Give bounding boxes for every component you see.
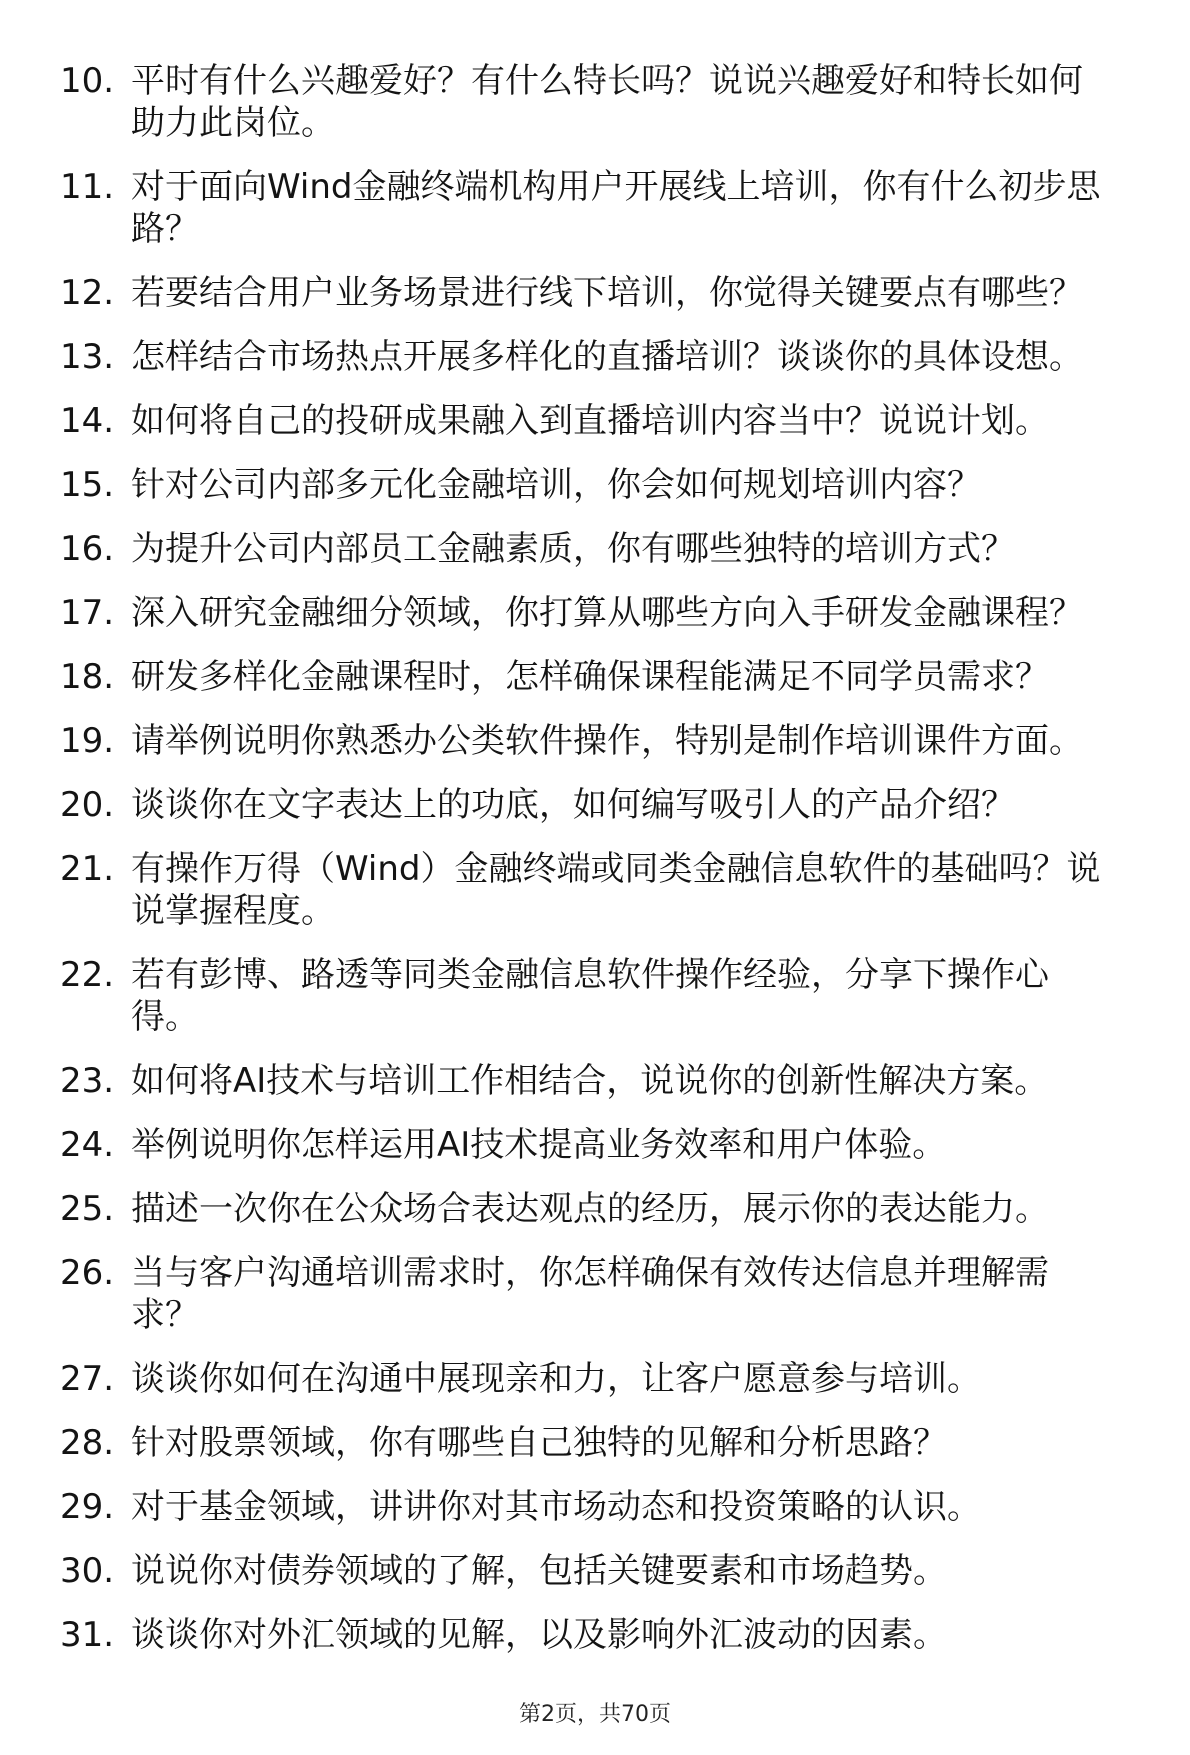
question-text-line: 助力此岗位。 <box>131 103 335 143</box>
question-text <box>131 848 1180 932</box>
question-text <box>131 336 1180 378</box>
question-number: 20. <box>60 785 115 825</box>
question-item <box>0 1188 1180 1230</box>
question-text <box>131 1550 1180 1592</box>
question-number: 14. <box>60 401 115 441</box>
question-text-line: 平时有什么兴趣爱好？有什么特长吗？说说兴趣爱好和特长如何 <box>131 61 1083 101</box>
question-text <box>131 1486 1180 1528</box>
question-item <box>0 464 1180 506</box>
question-number: 30. <box>60 1551 115 1591</box>
question-item <box>0 1124 1180 1166</box>
question-item <box>0 1060 1180 1102</box>
question-number: 24. <box>60 1125 115 1165</box>
question-item <box>0 656 1180 698</box>
question-item <box>0 400 1180 442</box>
question-text <box>131 1188 1180 1230</box>
question-item <box>0 1252 1180 1336</box>
question-item <box>0 592 1180 634</box>
question-text-line: 得。 <box>131 997 199 1037</box>
question-item <box>0 720 1180 762</box>
question-text <box>131 464 1180 506</box>
question-text-line: 对于基金领域，讲讲你对其市场动态和投资策略的认识。 <box>131 1487 981 1527</box>
question-text <box>131 166 1180 250</box>
question-item <box>0 528 1180 570</box>
question-text-line: 谈谈你对外汇领域的见解，以及影响外汇波动的因素。 <box>131 1615 947 1655</box>
question-text-line: 如何将自己的投研成果融入到直播培训内容当中？说说计划。 <box>131 401 1049 441</box>
question-item <box>0 1422 1180 1464</box>
question-text <box>131 60 1180 144</box>
question-text-line: 有操作万得（Wind）金融终端或同类金融信息软件的基础吗？说 <box>131 849 1101 889</box>
question-text <box>131 272 1180 314</box>
question-text <box>131 1422 1180 1464</box>
question-item <box>0 1614 1180 1656</box>
question-text-line: 若有彭博、路透等同类金融信息软件操作经验，分享下操作心 <box>131 955 1049 995</box>
question-text <box>131 954 1180 1038</box>
question-text <box>131 592 1180 634</box>
question-text-line: 针对公司内部多元化金融培训，你会如何规划培训内容？ <box>131 465 981 505</box>
question-number: 16. <box>60 529 115 569</box>
question-text-line: 求？ <box>131 1295 199 1335</box>
question-number: 25. <box>60 1189 115 1229</box>
question-text-line: 若要结合用户业务场景进行线下培训，你觉得关键要点有哪些？ <box>131 273 1083 313</box>
question-item <box>0 1486 1180 1528</box>
question-text-line: 深入研究金融细分领域，你打算从哪些方向入手研发金融课程？ <box>131 593 1083 633</box>
question-text-line: 举例说明你怎样运用AI技术提高业务效率和用户体验。 <box>131 1125 947 1165</box>
question-item <box>0 166 1180 250</box>
question-item <box>0 272 1180 314</box>
question-text-line: 说说你对债券领域的了解，包括关键要素和市场趋势。 <box>131 1551 947 1591</box>
question-text-line: 研发多样化金融课程时，怎样确保课程能满足不同学员需求？ <box>131 657 1049 697</box>
question-number: 28. <box>60 1423 115 1463</box>
question-list <box>0 60 1190 1678</box>
question-item <box>0 336 1180 378</box>
question-number: 12. <box>60 273 115 313</box>
question-text-line: 针对股票领域，你有哪些自己独特的见解和分析思路？ <box>131 1423 947 1463</box>
question-text-line: 怎样结合市场热点开展多样化的直播培训？谈谈你的具体设想。 <box>131 337 1083 377</box>
question-text <box>131 1252 1180 1336</box>
question-text <box>131 656 1180 698</box>
question-number: 18. <box>60 657 115 697</box>
question-number: 23. <box>60 1061 115 1101</box>
question-text-line: 描述一次你在公众场合表达观点的经历，展示你的表达能力。 <box>131 1189 1049 1229</box>
question-number: 22. <box>60 955 115 995</box>
question-text-line: 路？ <box>131 209 199 249</box>
question-text-line: 对于面向Wind金融终端机构用户开展线上培训，你有什么初步思 <box>131 167 1101 207</box>
page-number-footer: 第2页，共70页 <box>519 1702 671 1727</box>
question-text-line: 说掌握程度。 <box>131 891 335 931</box>
question-text <box>131 528 1180 570</box>
question-number: 26. <box>60 1253 115 1293</box>
question-text <box>131 1614 1180 1656</box>
question-number: 27. <box>60 1359 115 1399</box>
question-number: 10. <box>60 61 115 101</box>
question-item <box>0 60 1180 144</box>
question-text-line: 谈谈你在文字表达上的功底，如何编写吸引人的产品介绍？ <box>131 785 1015 825</box>
question-number: 29. <box>60 1487 115 1527</box>
question-number: 31. <box>60 1615 115 1655</box>
question-text-line: 如何将AI技术与培训工作相结合，说说你的创新性解决方案。 <box>131 1061 1049 1101</box>
question-item <box>0 848 1180 932</box>
question-text-line: 当与客户沟通培训需求时，你怎样确保有效传达信息并理解需 <box>131 1253 1049 1293</box>
question-number: 21. <box>60 849 115 889</box>
question-item <box>0 1358 1180 1400</box>
question-item <box>0 784 1180 826</box>
question-text <box>131 784 1180 826</box>
question-number: 13. <box>60 337 115 377</box>
question-text <box>131 400 1180 442</box>
question-number: 19. <box>60 721 115 761</box>
question-item <box>0 1550 1180 1592</box>
question-number: 17. <box>60 593 115 633</box>
question-text <box>131 1358 1180 1400</box>
question-text-line: 谈谈你如何在沟通中展现亲和力，让客户愿意参与培训。 <box>131 1359 981 1399</box>
question-text <box>131 720 1180 762</box>
question-text <box>131 1124 1180 1166</box>
question-text <box>131 1060 1180 1102</box>
question-item <box>0 954 1180 1038</box>
question-text-line: 请举例说明你熟悉办公类软件操作，特别是制作培训课件方面。 <box>131 721 1083 761</box>
question-text-line: 为提升公司内部员工金融素质，你有哪些独特的培训方式？ <box>131 529 1015 569</box>
question-number: 11. <box>60 167 115 207</box>
question-number: 15. <box>60 465 115 505</box>
